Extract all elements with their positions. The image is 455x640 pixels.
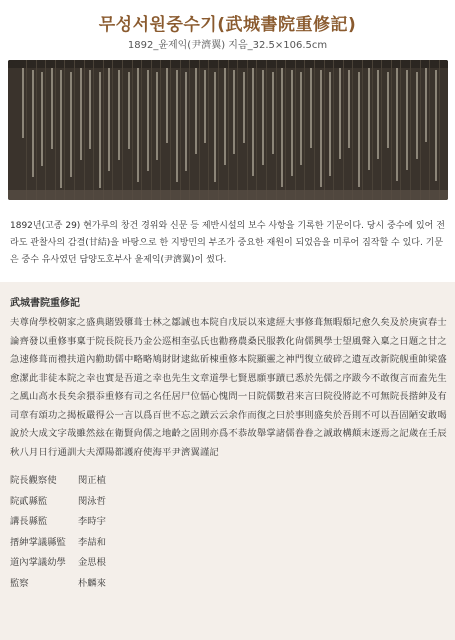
signature-role: 院長觀察使	[10, 475, 57, 486]
wood-grain	[333, 60, 334, 200]
inscription-column	[214, 72, 216, 182]
inscription-column	[368, 68, 370, 170]
wood-grain	[256, 60, 257, 200]
inscription-column	[348, 70, 350, 148]
wood-grain	[381, 60, 382, 200]
wood-grain	[103, 60, 104, 200]
wood-grain	[218, 60, 219, 200]
signature-role: 院貳縣監	[10, 495, 48, 507]
inscription-column	[406, 70, 408, 170]
signature-role: 講長縣監	[10, 516, 48, 527]
inscription-column	[22, 68, 24, 138]
inscription-column	[32, 70, 34, 177]
inscription-column	[435, 70, 437, 181]
inscription-column	[320, 70, 322, 187]
wood-grain	[247, 60, 248, 200]
wood-grain	[237, 60, 238, 200]
inscription-column	[243, 72, 245, 143]
wood-grain	[208, 60, 209, 200]
wood-grain	[343, 60, 344, 200]
inscription-column	[80, 68, 82, 160]
wood-grain	[74, 60, 75, 200]
description-text: 1892년(고종 29) 현가루의 창건 경위와 신문 등 제반시설의 보수 사항을 기록한 기문이다. 당시 중수에 있어 전라도 관찰사의 감결(甘結)을 바탕으로 한 지방민의 부조가 중요한 재원이 되었음을 미루어 짐작할 수 있다. 기문은 중수 유사였던 담양도호부사 윤제익(尹濟翼)이 썼다.	[10, 221, 445, 265]
inscription-column	[156, 72, 158, 160]
wood-grain	[400, 60, 401, 200]
inscription-column	[147, 70, 149, 171]
wood-grain	[93, 60, 94, 200]
inscription-column	[262, 70, 264, 165]
inscription-column	[329, 72, 331, 176]
inscription-column	[300, 72, 302, 165]
inscription-column	[387, 72, 389, 148]
wood-grain	[314, 60, 315, 200]
wood-grain	[64, 60, 65, 200]
inscription-column	[272, 72, 274, 154]
inscription-column	[416, 72, 418, 159]
transcription-heading: 武城書院重修記	[10, 298, 80, 309]
inscription-column	[425, 68, 427, 142]
wood-grain	[26, 60, 27, 200]
wood-grain	[362, 60, 363, 200]
inscription-column	[89, 70, 91, 149]
inscription-column	[252, 68, 254, 176]
signature-name: 李時宇	[78, 516, 106, 527]
inscription-column	[377, 70, 379, 159]
inscription-column	[108, 68, 110, 171]
inscription-column	[176, 70, 178, 182]
inscription-column	[396, 68, 398, 181]
wood-grain	[324, 60, 325, 200]
wood-grain	[132, 60, 133, 200]
signature-name: 金思根	[78, 557, 106, 568]
inscription-column	[137, 68, 139, 182]
inscription-column	[204, 70, 206, 143]
signature-name: 朴麟來	[78, 577, 106, 589]
wood-grain	[45, 60, 46, 200]
signature-row	[10, 492, 210, 513]
page-title: 무성서원중수기(武城書院重修記)	[98, 15, 357, 35]
signature-row	[10, 512, 210, 533]
wood-grain	[112, 60, 113, 200]
inscription-column	[185, 72, 187, 171]
inscription-column	[166, 68, 168, 143]
inscription-column	[51, 68, 53, 149]
inscription-column	[339, 68, 341, 159]
signature-name: 閔正植	[78, 475, 106, 486]
signature-row	[10, 533, 210, 554]
wood-grain	[180, 60, 181, 200]
wood-grain	[304, 60, 305, 200]
inscription-column	[281, 68, 283, 187]
inscription-column	[118, 70, 120, 160]
wood-grain	[372, 60, 373, 200]
wood-grain	[122, 60, 123, 200]
inscription-column	[128, 72, 130, 149]
artifact-photo	[8, 60, 448, 200]
wood-grain	[151, 60, 152, 200]
inscription-column	[41, 72, 43, 166]
inscription-column	[99, 72, 101, 188]
wood-grain	[439, 60, 440, 200]
wood-grain	[160, 60, 161, 200]
page-subtitle: 1892_윤제익(尹濟翼) 지음_32.5×106.5cm	[127, 40, 328, 51]
inscription-column	[358, 72, 360, 187]
inscription-column	[233, 70, 235, 154]
wood-grain	[295, 60, 296, 200]
wood-grain	[55, 60, 56, 200]
inscription-column	[310, 68, 312, 148]
wood-grain	[285, 60, 286, 200]
wood-grain	[352, 60, 353, 200]
wood-grain	[410, 60, 411, 200]
signature-list	[10, 471, 210, 594]
transcription-body: 夫尊尙學校朝家之盛典賭毀隳葺士林之鄒誠也本院自戊辰以來逮經大事修葺無暇頹圮愈久矣及於庚寅春士論齊發以重修事稟于院長院長乃金公巡相奎弘氏也勸務農桑民服教化尙儒興學士望風聲入稟之日題之甘之急速修葺而禮扶道內勸助儒中略略鳩財財逮紘斫棟重修本院顯靈之神門復立破碎之遺亙改新院舰重帥梁盛愈潔此非徒本院之幸也實是吾道之幸也先生文章道學七賢恩願事蹟已悉於先儒之序跋今不敢復言而盍先生之風山高水長矣余猥忝重修有司之名任居尸位愊心愧問一日院儒數君来言曰院役將訖不可無院長揩紳及有司章有頌功之揭板嚴得公一言以爲百世不忘之蹟云云余作而復之曰於事則盛矣於吾則不可以吾固陋安敢喝說於大成文字哉雖然玆在衛賢尙儒之地齡之固則亦爲不恭故舉掌諸儒眷眷之誠敢構顛末逐焉之記歲在壬辰秋八月日行通訓大夫潭陽都護府使海平尹濟翼謹記	[10, 317, 447, 458]
inscription-column	[70, 72, 72, 177]
wood-grain	[189, 60, 190, 200]
wood-grain	[228, 60, 229, 200]
wood-grain	[429, 60, 430, 200]
inscription-column	[224, 68, 226, 165]
wood-grain	[266, 60, 267, 200]
signature-name: 李喆和	[78, 536, 106, 548]
wood-grain	[36, 60, 37, 200]
signature-name: 閔泳哲	[78, 495, 106, 507]
inscription-column	[291, 70, 293, 176]
signature-role: 搢紳掌議縣監	[10, 536, 66, 548]
wood-grain	[391, 60, 392, 200]
signature-role: 監察	[10, 577, 29, 589]
wood-grain	[199, 60, 200, 200]
signature-row	[10, 553, 210, 574]
signature-role: 道內掌議幼學	[10, 557, 66, 568]
inscription-column	[60, 70, 62, 188]
wood-grain	[84, 60, 85, 200]
wood-grain	[170, 60, 171, 200]
signature-row	[10, 574, 210, 595]
signature-row	[10, 471, 210, 492]
wood-grain	[276, 60, 277, 200]
inscription-column	[195, 68, 197, 154]
wood-grain	[141, 60, 142, 200]
board-edge	[8, 190, 448, 200]
wood-grain	[420, 60, 421, 200]
